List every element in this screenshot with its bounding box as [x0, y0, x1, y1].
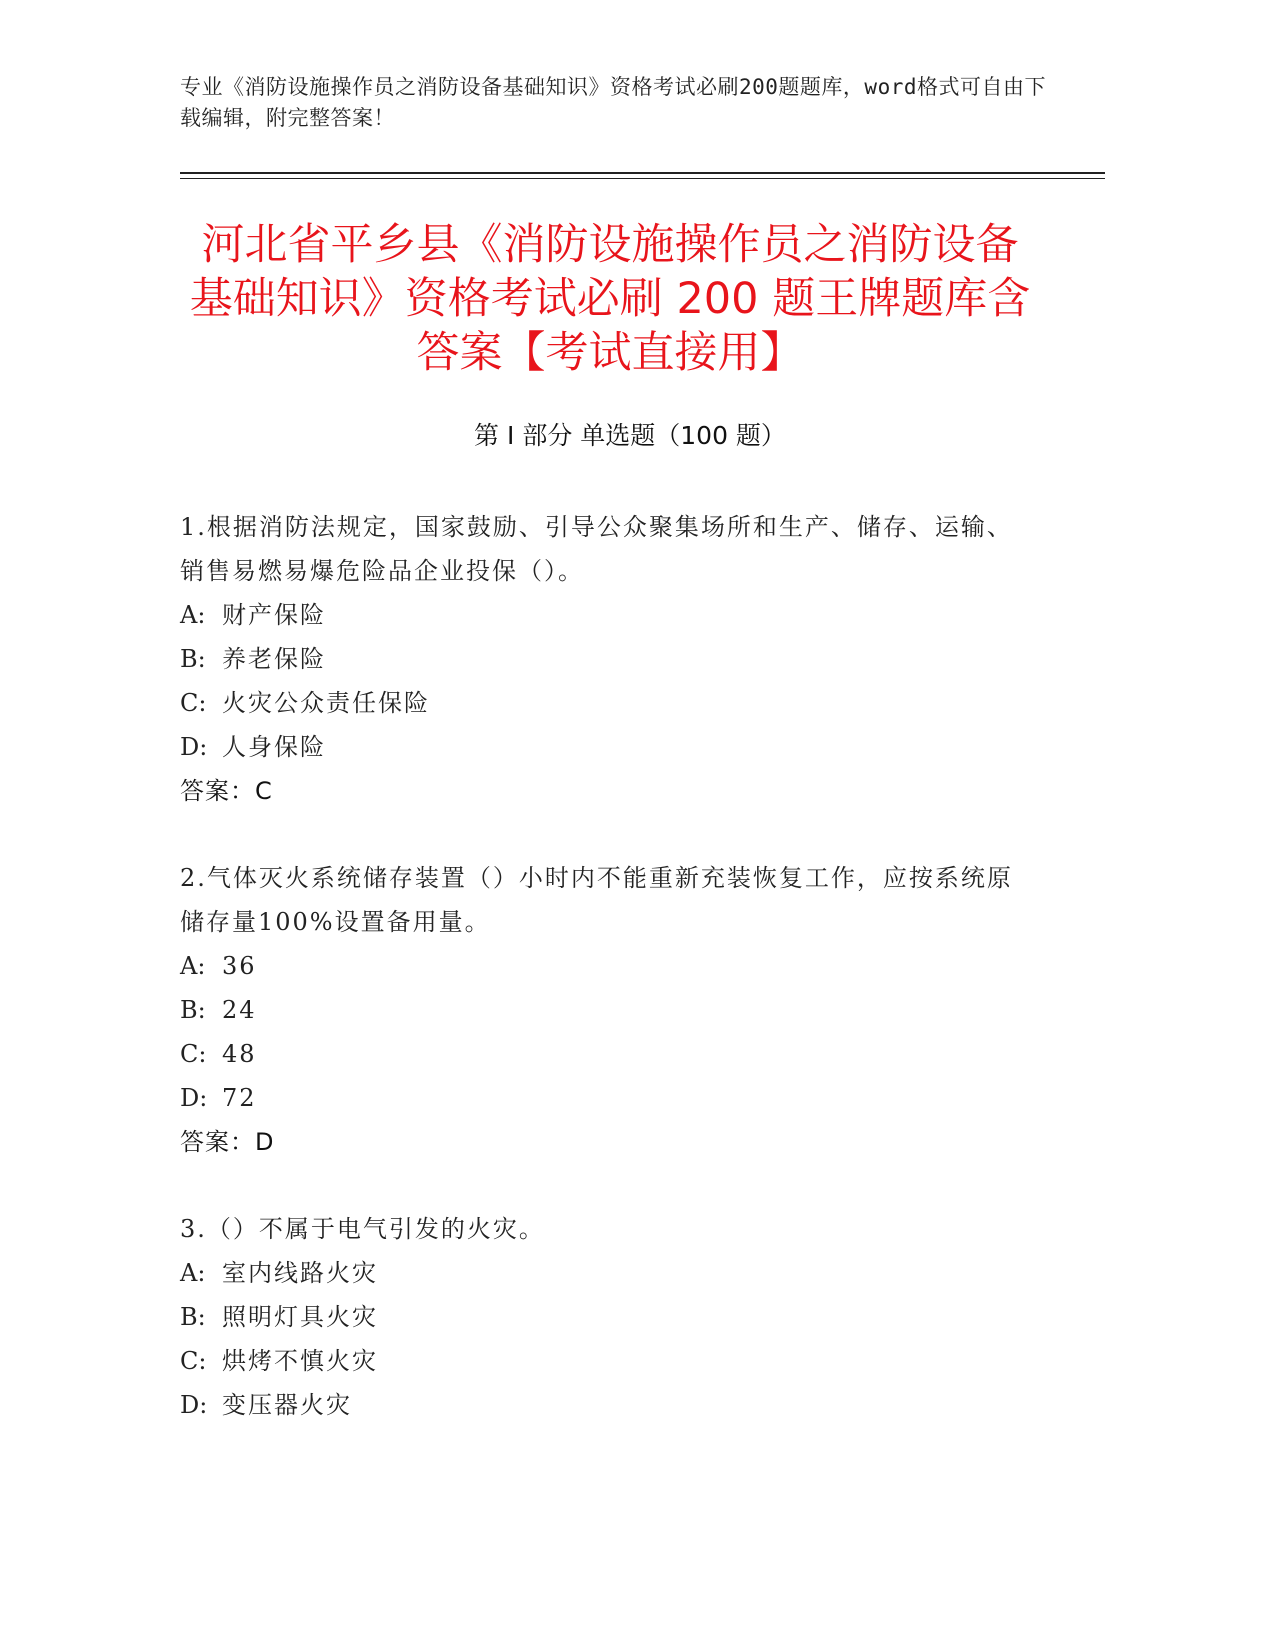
option-b: [180, 1295, 1025, 1339]
option-text: 人身保险: [222, 733, 326, 761]
option-key: A:: [180, 601, 206, 629]
option-b: [180, 637, 1025, 681]
option-key: C:: [180, 1347, 207, 1375]
option-key: C:: [180, 689, 207, 717]
option-key: A:: [180, 1259, 206, 1287]
answer-line: 答案：C: [180, 777, 273, 805]
option-text: 养老保险: [222, 645, 326, 673]
document-title: [160, 218, 1060, 380]
question-3: [180, 1207, 1025, 1427]
question-text: 1.根据消防法规定，国家鼓励、引导公众聚集场所和生产、储存、运输、销售易燃易爆危险品企业投保（）。: [180, 513, 1013, 585]
option-key: D:: [180, 733, 208, 761]
option-text: 变压器火灾: [222, 1391, 352, 1419]
option-text: 照明灯具火灾: [222, 1303, 378, 1331]
option-d: [180, 725, 1025, 769]
question-text: 2.气体灭火系统储存装置（）小时内不能重新充装恢复工作，应按系统原储存量100%设置备用量。: [180, 864, 1013, 936]
option-key: B:: [180, 996, 206, 1024]
answer-line: 答案：D: [180, 1128, 275, 1156]
header-divider: [180, 172, 1105, 174]
option-text: 烘烤不慎火灾: [222, 1347, 378, 1375]
header-divider-thin: [180, 178, 1105, 179]
title-line-2: 基础知识》资格考试必刷 200 题王牌题库含: [189, 274, 1031, 324]
option-c: [180, 1339, 1025, 1383]
question-2: [180, 856, 1025, 1164]
question-list: [180, 505, 1025, 1470]
option-c: [180, 1032, 1025, 1076]
question-text: 3.（）不属于电气引发的火灾。: [180, 1215, 545, 1243]
option-key: B:: [180, 1303, 206, 1331]
title-line-3: 答案【考试直接用】: [416, 328, 804, 378]
option-text: 72: [222, 1084, 257, 1112]
option-c: [180, 681, 1025, 725]
option-key: C:: [180, 1040, 207, 1068]
option-text: 财产保险: [222, 601, 326, 629]
option-a: [180, 593, 1025, 637]
option-d: [180, 1076, 1025, 1120]
option-a: [180, 944, 1025, 988]
option-text: 48: [222, 1040, 257, 1068]
option-b: [180, 988, 1025, 1032]
option-text: 室内线路火灾: [222, 1259, 378, 1287]
option-text: 24: [222, 996, 257, 1024]
option-key: D:: [180, 1084, 208, 1112]
title-line-1: 河北省平乡县《消防设施操作员之消防设备: [201, 220, 1019, 270]
section-heading: 第 I 部分 单选题（100 题）: [474, 421, 786, 450]
option-text: 火灾公众责任保险: [222, 689, 430, 717]
option-a: [180, 1251, 1025, 1295]
option-d: [180, 1383, 1025, 1427]
option-key: D:: [180, 1391, 208, 1419]
option-key: A:: [180, 952, 206, 980]
header-note: 专业《消防设施操作员之消防设备基础知识》资格考试必刷200题题库，word格式可自由下载编辑，附完整答案！: [180, 75, 1046, 130]
option-key: B:: [180, 645, 206, 673]
option-text: 36: [222, 952, 257, 980]
question-1: [180, 505, 1025, 813]
